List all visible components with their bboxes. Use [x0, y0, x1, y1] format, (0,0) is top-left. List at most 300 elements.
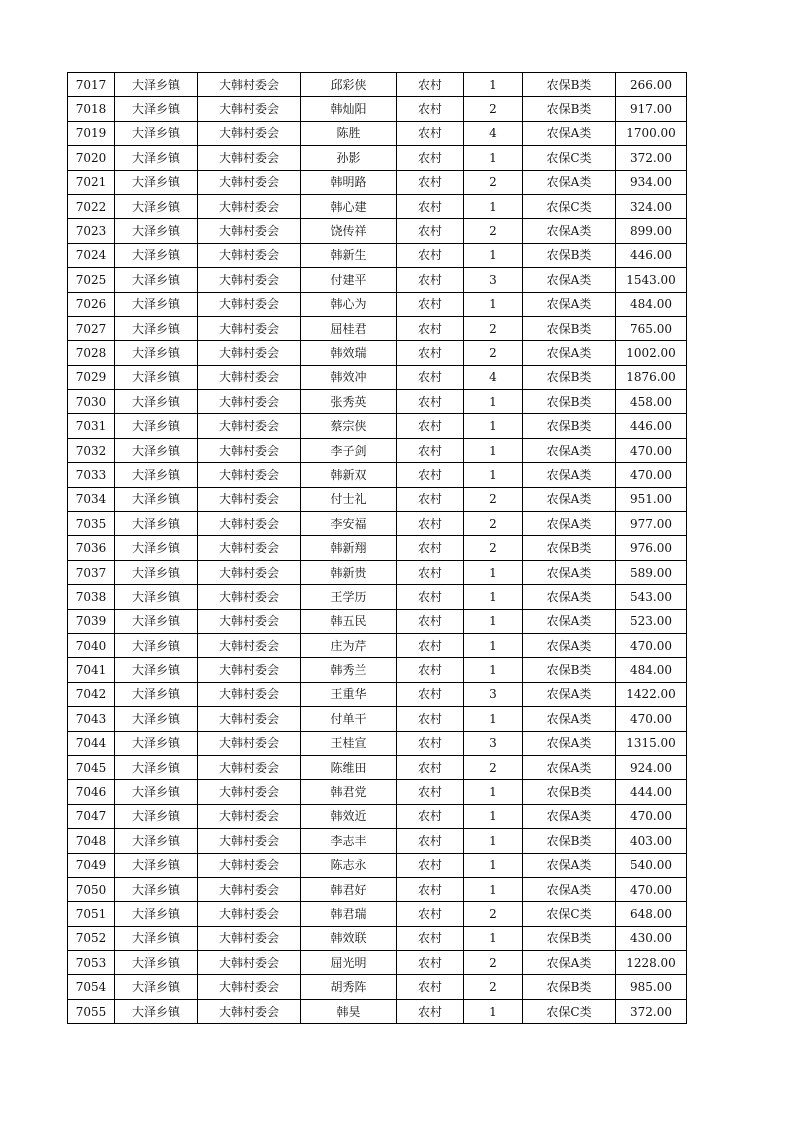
- cell-area-type: 农村: [397, 633, 464, 657]
- cell-household-head: 陈维田: [301, 755, 397, 779]
- cell-amount: 976.00: [616, 536, 687, 560]
- table-row: [68, 121, 687, 145]
- table-row: [68, 438, 687, 462]
- table-row: [68, 341, 687, 365]
- cell-township: 大泽乡镇: [115, 219, 198, 243]
- table-row: [68, 194, 687, 218]
- cell-village-committee: 大韩村委会: [198, 682, 301, 706]
- cell-village-committee: 大韩村委会: [198, 780, 301, 804]
- cell-record-id: 7033: [68, 463, 115, 487]
- cell-insurance-category: 农保A类: [523, 560, 616, 584]
- cell-township: 大泽乡镇: [115, 268, 198, 292]
- table-row: [68, 951, 687, 975]
- cell-village-committee: 大韩村委会: [198, 219, 301, 243]
- cell-amount: 372.00: [616, 146, 687, 170]
- cell-area-type: 农村: [397, 731, 464, 755]
- cell-insurance-category: 农保A类: [523, 633, 616, 657]
- cell-insurance-category: 农保B类: [523, 390, 616, 414]
- cell-member-count: 3: [464, 731, 523, 755]
- table-row: [68, 633, 687, 657]
- cell-amount: 470.00: [616, 633, 687, 657]
- cell-amount: 985.00: [616, 975, 687, 999]
- cell-household-head: 韩君瑞: [301, 902, 397, 926]
- cell-member-count: 2: [464, 341, 523, 365]
- cell-member-count: 1: [464, 999, 523, 1023]
- cell-household-head: 邱彩侠: [301, 73, 397, 97]
- table-row: [68, 536, 687, 560]
- cell-household-head: 韩效近: [301, 804, 397, 828]
- cell-area-type: 农村: [397, 121, 464, 145]
- cell-amount: 484.00: [616, 658, 687, 682]
- cell-village-committee: 大韩村委会: [198, 951, 301, 975]
- cell-record-id: 7037: [68, 560, 115, 584]
- cell-household-head: 胡秀阵: [301, 975, 397, 999]
- cell-insurance-category: 农保B类: [523, 926, 616, 950]
- cell-area-type: 农村: [397, 755, 464, 779]
- cell-insurance-category: 农保A类: [523, 853, 616, 877]
- cell-insurance-category: 农保A类: [523, 170, 616, 194]
- cell-township: 大泽乡镇: [115, 316, 198, 340]
- table-row: [68, 853, 687, 877]
- cell-area-type: 农村: [397, 268, 464, 292]
- cell-insurance-category: 农保A类: [523, 682, 616, 706]
- table-row: [68, 243, 687, 267]
- cell-member-count: 2: [464, 902, 523, 926]
- table-row: [68, 609, 687, 633]
- cell-record-id: 7032: [68, 438, 115, 462]
- cell-amount: 444.00: [616, 780, 687, 804]
- cell-record-id: 7046: [68, 780, 115, 804]
- table-row: [68, 829, 687, 853]
- table-row: [68, 268, 687, 292]
- cell-record-id: 7040: [68, 633, 115, 657]
- cell-village-committee: 大韩村委会: [198, 804, 301, 828]
- cell-record-id: 7036: [68, 536, 115, 560]
- cell-insurance-category: 农保B类: [523, 975, 616, 999]
- cell-area-type: 农村: [397, 853, 464, 877]
- cell-village-committee: 大韩村委会: [198, 487, 301, 511]
- cell-village-committee: 大韩村委会: [198, 341, 301, 365]
- cell-member-count: 1: [464, 414, 523, 438]
- table-row: [68, 877, 687, 901]
- cell-village-committee: 大韩村委会: [198, 536, 301, 560]
- cell-township: 大泽乡镇: [115, 633, 198, 657]
- cell-amount: 446.00: [616, 414, 687, 438]
- roster-table-body: [68, 73, 687, 1024]
- cell-insurance-category: 农保C类: [523, 999, 616, 1023]
- cell-township: 大泽乡镇: [115, 487, 198, 511]
- cell-amount: 589.00: [616, 560, 687, 584]
- cell-record-id: 7042: [68, 682, 115, 706]
- cell-record-id: 7052: [68, 926, 115, 950]
- cell-village-committee: 大韩村委会: [198, 73, 301, 97]
- cell-amount: 266.00: [616, 73, 687, 97]
- cell-household-head: 韩君党: [301, 780, 397, 804]
- cell-village-committee: 大韩村委会: [198, 243, 301, 267]
- cell-area-type: 农村: [397, 536, 464, 560]
- cell-household-head: 李志丰: [301, 829, 397, 853]
- cell-area-type: 农村: [397, 170, 464, 194]
- cell-township: 大泽乡镇: [115, 780, 198, 804]
- cell-member-count: 1: [464, 829, 523, 853]
- cell-record-id: 7019: [68, 121, 115, 145]
- table-row: [68, 902, 687, 926]
- cell-township: 大泽乡镇: [115, 438, 198, 462]
- cell-area-type: 农村: [397, 609, 464, 633]
- cell-insurance-category: 农保A类: [523, 268, 616, 292]
- cell-village-committee: 大韩村委会: [198, 658, 301, 682]
- cell-amount: 470.00: [616, 463, 687, 487]
- cell-township: 大泽乡镇: [115, 170, 198, 194]
- cell-household-head: 屈桂君: [301, 316, 397, 340]
- cell-amount: 484.00: [616, 292, 687, 316]
- cell-household-head: 庄为芹: [301, 633, 397, 657]
- cell-member-count: 1: [464, 243, 523, 267]
- cell-amount: 1228.00: [616, 951, 687, 975]
- cell-household-head: 付建平: [301, 268, 397, 292]
- table-row: [68, 707, 687, 731]
- cell-township: 大泽乡镇: [115, 877, 198, 901]
- cell-township: 大泽乡镇: [115, 609, 198, 633]
- cell-insurance-category: 农保C类: [523, 146, 616, 170]
- cell-village-committee: 大韩村委会: [198, 585, 301, 609]
- cell-village-committee: 大韩村委会: [198, 999, 301, 1023]
- cell-village-committee: 大韩村委会: [198, 902, 301, 926]
- cell-amount: 470.00: [616, 707, 687, 731]
- cell-township: 大泽乡镇: [115, 926, 198, 950]
- cell-record-id: 7028: [68, 341, 115, 365]
- cell-household-head: 韩心为: [301, 292, 397, 316]
- table-row: [68, 97, 687, 121]
- table-row: [68, 365, 687, 389]
- table-row: [68, 170, 687, 194]
- cell-insurance-category: 农保C类: [523, 194, 616, 218]
- cell-village-committee: 大韩村委会: [198, 755, 301, 779]
- table-row: [68, 463, 687, 487]
- cell-area-type: 农村: [397, 512, 464, 536]
- cell-record-id: 7049: [68, 853, 115, 877]
- cell-amount: 1543.00: [616, 268, 687, 292]
- cell-member-count: 1: [464, 146, 523, 170]
- cell-village-committee: 大韩村委会: [198, 926, 301, 950]
- cell-household-head: 李安福: [301, 512, 397, 536]
- cell-insurance-category: 农保B类: [523, 316, 616, 340]
- cell-member-count: 1: [464, 390, 523, 414]
- cell-area-type: 农村: [397, 877, 464, 901]
- cell-area-type: 农村: [397, 804, 464, 828]
- table-row: [68, 512, 687, 536]
- table-row: [68, 292, 687, 316]
- cell-record-id: 7053: [68, 951, 115, 975]
- cell-member-count: 1: [464, 73, 523, 97]
- cell-insurance-category: 农保A类: [523, 609, 616, 633]
- table-row: [68, 560, 687, 584]
- cell-member-count: 2: [464, 512, 523, 536]
- cell-household-head: 付士礼: [301, 487, 397, 511]
- cell-township: 大泽乡镇: [115, 512, 198, 536]
- cell-area-type: 农村: [397, 902, 464, 926]
- cell-household-head: 韩秀兰: [301, 658, 397, 682]
- cell-amount: 446.00: [616, 243, 687, 267]
- table-row: [68, 682, 687, 706]
- cell-area-type: 农村: [397, 292, 464, 316]
- table-row: [68, 999, 687, 1023]
- cell-area-type: 农村: [397, 487, 464, 511]
- cell-record-id: 7048: [68, 829, 115, 853]
- cell-record-id: 7034: [68, 487, 115, 511]
- cell-amount: 977.00: [616, 512, 687, 536]
- cell-member-count: 1: [464, 707, 523, 731]
- cell-member-count: 2: [464, 170, 523, 194]
- cell-township: 大泽乡镇: [115, 146, 198, 170]
- cell-member-count: 1: [464, 804, 523, 828]
- cell-township: 大泽乡镇: [115, 853, 198, 877]
- cell-area-type: 农村: [397, 194, 464, 218]
- table-row: [68, 316, 687, 340]
- cell-member-count: 1: [464, 853, 523, 877]
- cell-township: 大泽乡镇: [115, 829, 198, 853]
- cell-record-id: 7021: [68, 170, 115, 194]
- cell-record-id: 7029: [68, 365, 115, 389]
- cell-household-head: 李子剑: [301, 438, 397, 462]
- table-row: [68, 73, 687, 97]
- cell-insurance-category: 农保A类: [523, 341, 616, 365]
- cell-record-id: 7017: [68, 73, 115, 97]
- cell-area-type: 农村: [397, 829, 464, 853]
- cell-record-id: 7047: [68, 804, 115, 828]
- cell-insurance-category: 农保B类: [523, 658, 616, 682]
- cell-township: 大泽乡镇: [115, 292, 198, 316]
- cell-township: 大泽乡镇: [115, 731, 198, 755]
- cell-township: 大泽乡镇: [115, 682, 198, 706]
- cell-village-committee: 大韩村委会: [198, 560, 301, 584]
- cell-insurance-category: 农保A类: [523, 707, 616, 731]
- cell-member-count: 2: [464, 755, 523, 779]
- cell-member-count: 1: [464, 560, 523, 584]
- cell-amount: 1700.00: [616, 121, 687, 145]
- cell-township: 大泽乡镇: [115, 755, 198, 779]
- cell-area-type: 农村: [397, 999, 464, 1023]
- cell-township: 大泽乡镇: [115, 73, 198, 97]
- cell-member-count: 2: [464, 536, 523, 560]
- cell-insurance-category: 农保A类: [523, 585, 616, 609]
- cell-household-head: 韩效瑞: [301, 341, 397, 365]
- cell-household-head: 韩心建: [301, 194, 397, 218]
- cell-township: 大泽乡镇: [115, 999, 198, 1023]
- cell-township: 大泽乡镇: [115, 804, 198, 828]
- cell-amount: 917.00: [616, 97, 687, 121]
- cell-amount: 934.00: [616, 170, 687, 194]
- cell-township: 大泽乡镇: [115, 902, 198, 926]
- cell-insurance-category: 农保A类: [523, 512, 616, 536]
- cell-village-committee: 大韩村委会: [198, 463, 301, 487]
- cell-amount: 1422.00: [616, 682, 687, 706]
- cell-member-count: 3: [464, 682, 523, 706]
- cell-township: 大泽乡镇: [115, 243, 198, 267]
- cell-record-id: 7020: [68, 146, 115, 170]
- cell-member-count: 1: [464, 633, 523, 657]
- cell-household-head: 蔡宗侠: [301, 414, 397, 438]
- cell-village-committee: 大韩村委会: [198, 292, 301, 316]
- cell-township: 大泽乡镇: [115, 97, 198, 121]
- cell-township: 大泽乡镇: [115, 365, 198, 389]
- cell-area-type: 农村: [397, 585, 464, 609]
- cell-village-committee: 大韩村委会: [198, 877, 301, 901]
- cell-area-type: 农村: [397, 463, 464, 487]
- cell-village-committee: 大韩村委会: [198, 194, 301, 218]
- cell-record-id: 7030: [68, 390, 115, 414]
- cell-amount: 899.00: [616, 219, 687, 243]
- cell-area-type: 农村: [397, 926, 464, 950]
- table-row: [68, 219, 687, 243]
- cell-amount: 1876.00: [616, 365, 687, 389]
- cell-household-head: 张秀英: [301, 390, 397, 414]
- table-row: [68, 731, 687, 755]
- cell-amount: 543.00: [616, 585, 687, 609]
- cell-household-head: 韩昊: [301, 999, 397, 1023]
- cell-township: 大泽乡镇: [115, 585, 198, 609]
- cell-township: 大泽乡镇: [115, 463, 198, 487]
- cell-insurance-category: 农保B类: [523, 365, 616, 389]
- table-row: [68, 146, 687, 170]
- cell-household-head: 韩君好: [301, 877, 397, 901]
- cell-area-type: 农村: [397, 243, 464, 267]
- cell-amount: 458.00: [616, 390, 687, 414]
- cell-insurance-category: 农保A类: [523, 804, 616, 828]
- cell-insurance-category: 农保A类: [523, 292, 616, 316]
- cell-area-type: 农村: [397, 658, 464, 682]
- cell-insurance-category: 农保A类: [523, 487, 616, 511]
- cell-household-head: 韩灿阳: [301, 97, 397, 121]
- cell-insurance-category: 农保A类: [523, 755, 616, 779]
- cell-village-committee: 大韩村委会: [198, 146, 301, 170]
- cell-record-id: 7041: [68, 658, 115, 682]
- cell-member-count: 2: [464, 951, 523, 975]
- cell-member-count: 2: [464, 316, 523, 340]
- cell-insurance-category: 农保A类: [523, 731, 616, 755]
- cell-area-type: 农村: [397, 341, 464, 365]
- cell-household-head: 陈胜: [301, 121, 397, 145]
- table-row: [68, 658, 687, 682]
- table-row: [68, 414, 687, 438]
- cell-insurance-category: 农保B类: [523, 243, 616, 267]
- cell-member-count: 1: [464, 438, 523, 462]
- cell-amount: 924.00: [616, 755, 687, 779]
- cell-record-id: 7025: [68, 268, 115, 292]
- cell-village-committee: 大韩村委会: [198, 975, 301, 999]
- table-row: [68, 390, 687, 414]
- cell-village-committee: 大韩村委会: [198, 316, 301, 340]
- cell-area-type: 农村: [397, 73, 464, 97]
- cell-area-type: 农村: [397, 682, 464, 706]
- cell-household-head: 王重华: [301, 682, 397, 706]
- cell-member-count: 4: [464, 121, 523, 145]
- cell-record-id: 7027: [68, 316, 115, 340]
- cell-amount: 470.00: [616, 877, 687, 901]
- cell-member-count: 1: [464, 877, 523, 901]
- cell-village-committee: 大韩村委会: [198, 170, 301, 194]
- cell-member-count: 1: [464, 463, 523, 487]
- cell-household-head: 韩五民: [301, 609, 397, 633]
- cell-record-id: 7043: [68, 707, 115, 731]
- cell-insurance-category: 农保A类: [523, 438, 616, 462]
- cell-area-type: 农村: [397, 951, 464, 975]
- cell-area-type: 农村: [397, 365, 464, 389]
- cell-township: 大泽乡镇: [115, 658, 198, 682]
- cell-member-count: 4: [464, 365, 523, 389]
- cell-insurance-category: 农保B类: [523, 829, 616, 853]
- cell-household-head: 饶传祥: [301, 219, 397, 243]
- cell-household-head: 孙影: [301, 146, 397, 170]
- cell-amount: 648.00: [616, 902, 687, 926]
- cell-amount: 1315.00: [616, 731, 687, 755]
- cell-record-id: 7022: [68, 194, 115, 218]
- cell-household-head: 韩新贵: [301, 560, 397, 584]
- cell-record-id: 7035: [68, 512, 115, 536]
- cell-area-type: 农村: [397, 390, 464, 414]
- cell-township: 大泽乡镇: [115, 121, 198, 145]
- cell-member-count: 2: [464, 975, 523, 999]
- cell-amount: 470.00: [616, 438, 687, 462]
- cell-member-count: 1: [464, 658, 523, 682]
- cell-household-head: 韩新生: [301, 243, 397, 267]
- cell-insurance-category: 农保A类: [523, 219, 616, 243]
- table-row: [68, 755, 687, 779]
- cell-household-head: 韩明路: [301, 170, 397, 194]
- cell-area-type: 农村: [397, 780, 464, 804]
- cell-amount: 403.00: [616, 829, 687, 853]
- cell-area-type: 农村: [397, 560, 464, 584]
- table-row: [68, 780, 687, 804]
- table-row: [68, 487, 687, 511]
- cell-area-type: 农村: [397, 414, 464, 438]
- cell-insurance-category: 农保B类: [523, 414, 616, 438]
- cell-insurance-category: 农保C类: [523, 902, 616, 926]
- cell-member-count: 1: [464, 194, 523, 218]
- cell-township: 大泽乡镇: [115, 341, 198, 365]
- cell-insurance-category: 农保B类: [523, 536, 616, 560]
- cell-record-id: 7038: [68, 585, 115, 609]
- cell-record-id: 7054: [68, 975, 115, 999]
- cell-household-head: 屈光明: [301, 951, 397, 975]
- cell-village-committee: 大韩村委会: [198, 414, 301, 438]
- cell-village-committee: 大韩村委会: [198, 365, 301, 389]
- cell-amount: 430.00: [616, 926, 687, 950]
- cell-area-type: 农村: [397, 975, 464, 999]
- cell-record-id: 7039: [68, 609, 115, 633]
- cell-record-id: 7018: [68, 97, 115, 121]
- table-row: [68, 585, 687, 609]
- cell-amount: 470.00: [616, 804, 687, 828]
- cell-record-id: 7055: [68, 999, 115, 1023]
- cell-insurance-category: 农保B类: [523, 73, 616, 97]
- cell-insurance-category: 农保B类: [523, 780, 616, 804]
- cell-area-type: 农村: [397, 146, 464, 170]
- cell-household-head: 王学历: [301, 585, 397, 609]
- cell-member-count: 1: [464, 585, 523, 609]
- cell-member-count: 2: [464, 487, 523, 511]
- cell-household-head: 韩效联: [301, 926, 397, 950]
- cell-area-type: 农村: [397, 97, 464, 121]
- cell-village-committee: 大韩村委会: [198, 609, 301, 633]
- cell-amount: 765.00: [616, 316, 687, 340]
- cell-member-count: 2: [464, 219, 523, 243]
- cell-township: 大泽乡镇: [115, 194, 198, 218]
- cell-member-count: 1: [464, 292, 523, 316]
- cell-insurance-category: 农保A类: [523, 877, 616, 901]
- cell-township: 大泽乡镇: [115, 536, 198, 560]
- cell-amount: 372.00: [616, 999, 687, 1023]
